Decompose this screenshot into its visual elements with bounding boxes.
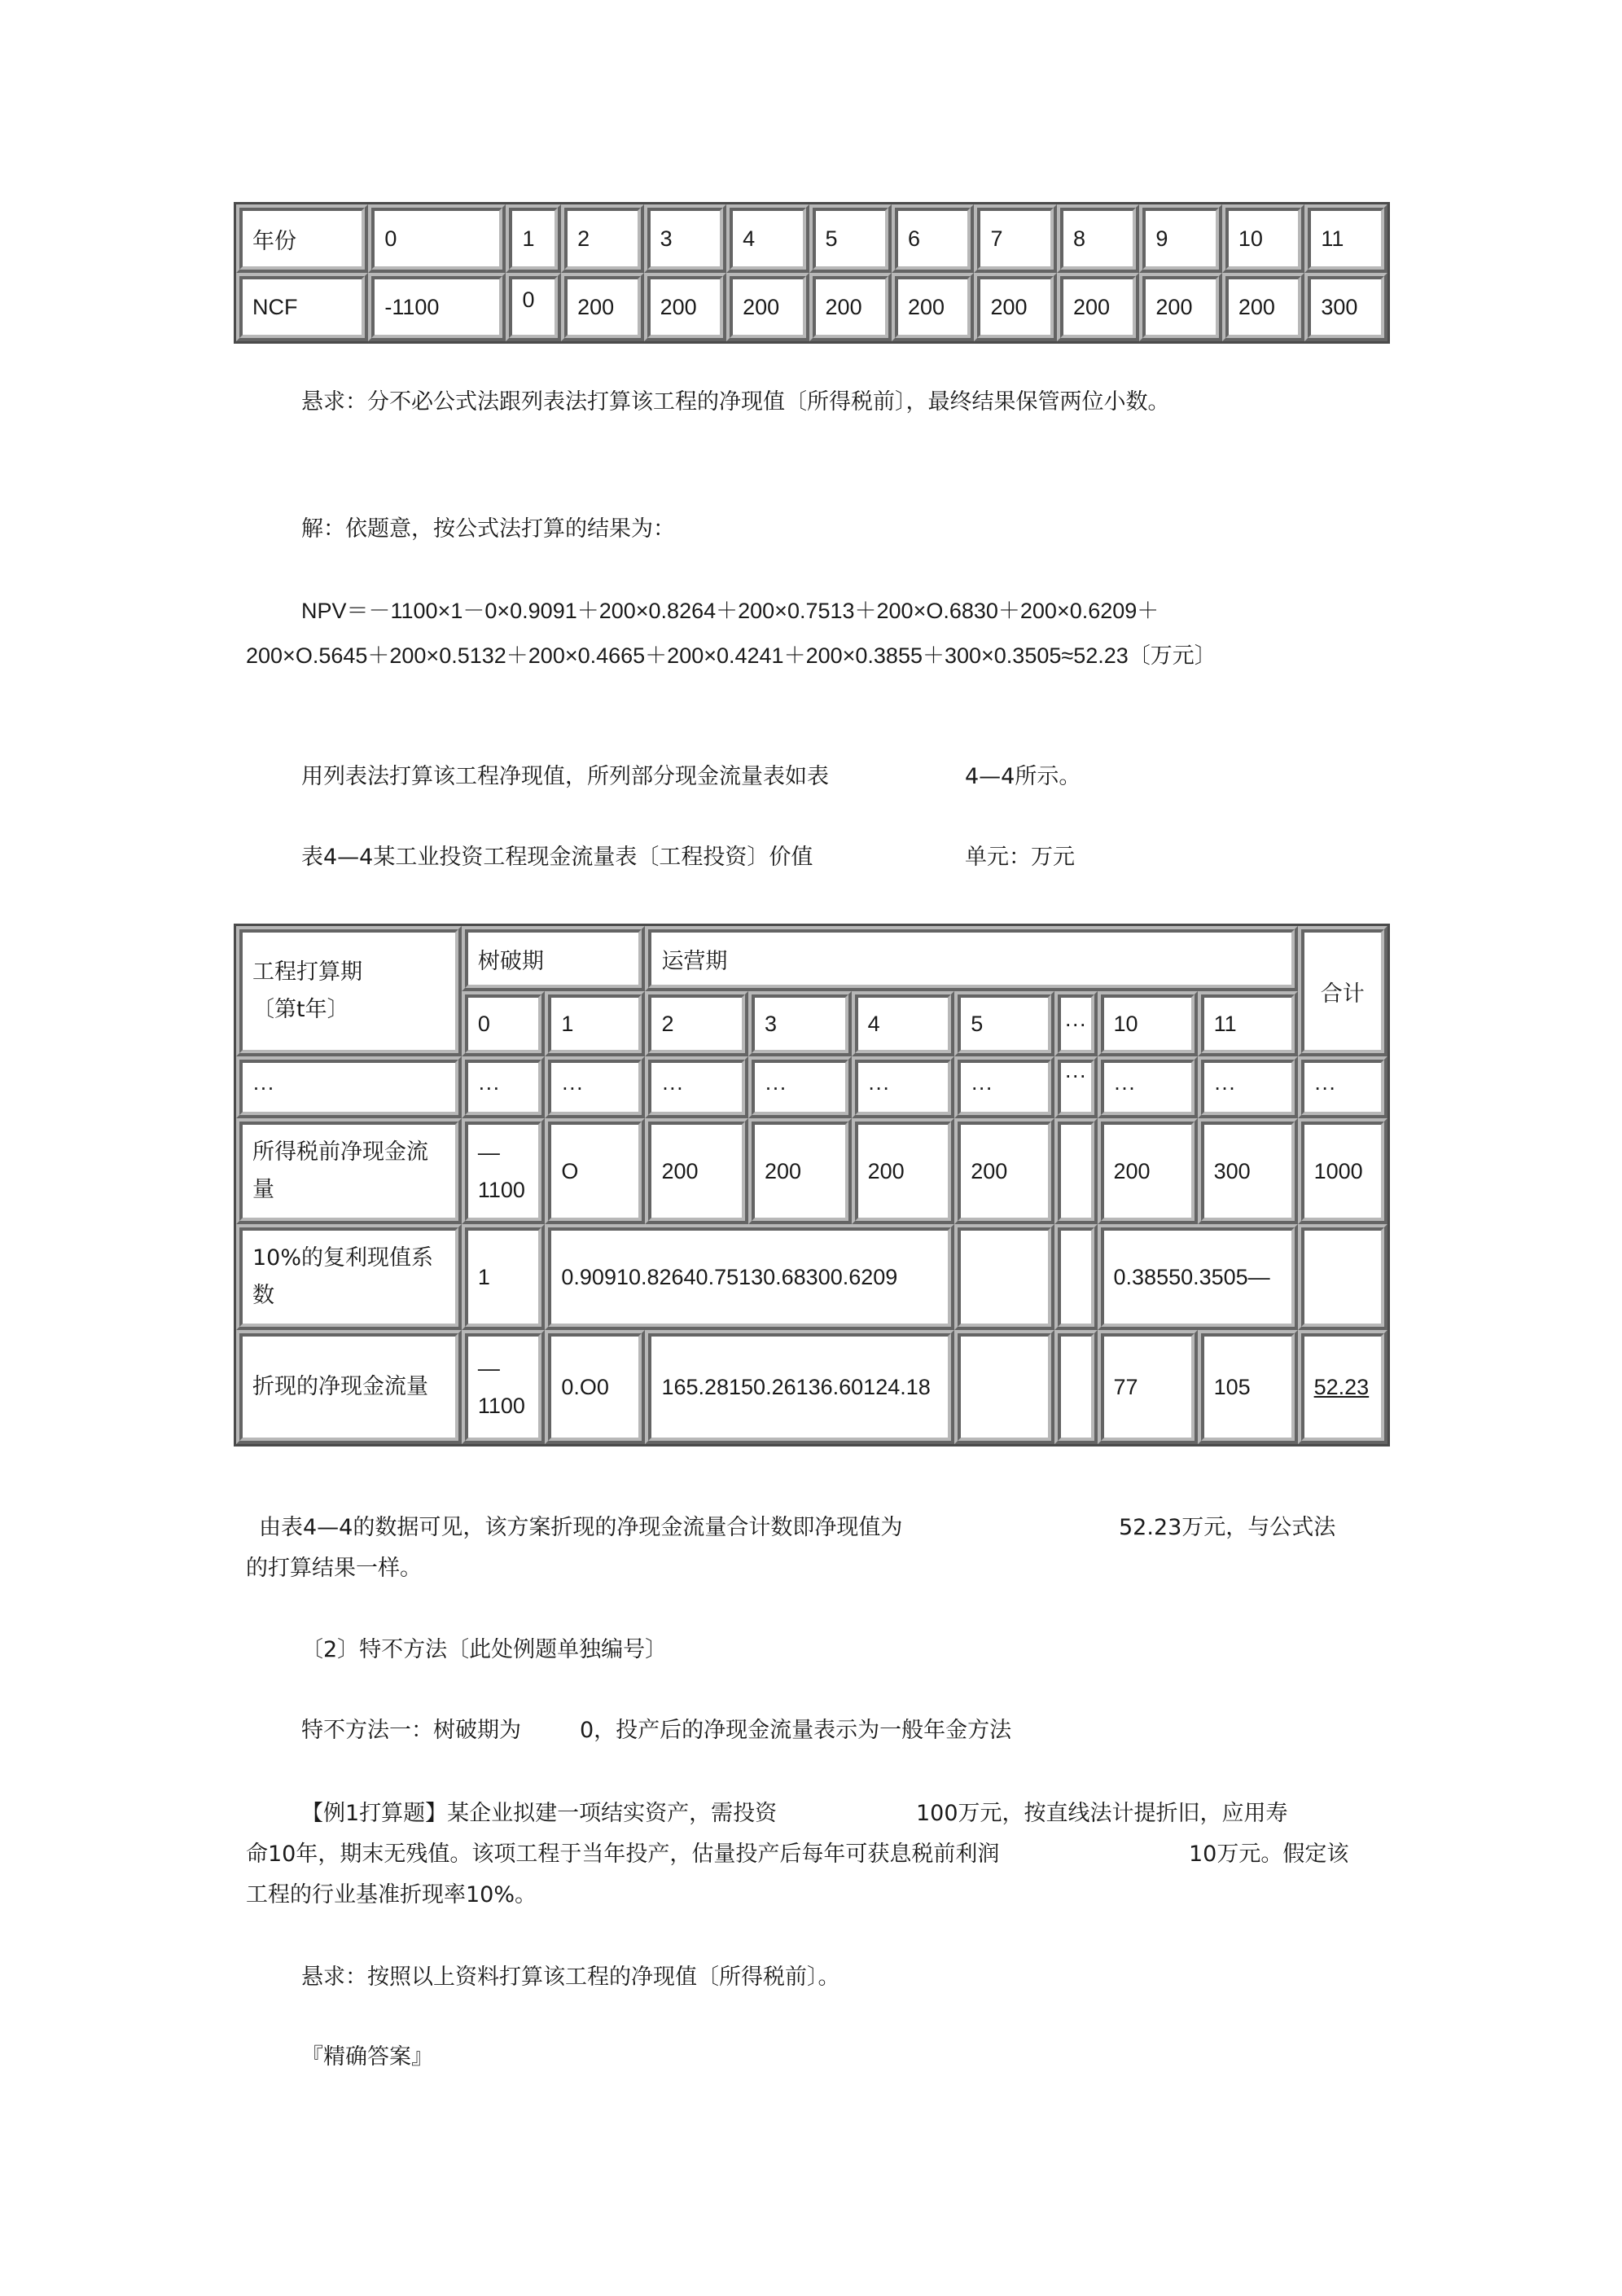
table-row-year [236, 204, 1387, 273]
cell-year: 3 [748, 991, 852, 1056]
cell-row-label: 折现的净现金流量 [236, 1330, 462, 1444]
cell-ncf: -1100 [368, 273, 506, 341]
cell-ncf: 200 [1222, 273, 1304, 341]
cell-year: 0 [368, 204, 506, 273]
cell-ncf-label: NCF [236, 273, 368, 341]
table-unit: 单元：万元 [965, 845, 1075, 870]
conclusion-value: 52.23万元，与公式法 [1119, 1515, 1336, 1540]
cell-year: 10 [1098, 991, 1198, 1056]
cell-value: — 1100 [462, 1118, 546, 1224]
cell-value: 200 [852, 1118, 955, 1224]
cell-value: 1 [462, 1224, 546, 1330]
cell-period-label [236, 926, 462, 1056]
cell-operation-period: 运营期 [645, 926, 1297, 991]
cell-total [1298, 1224, 1387, 1330]
cell-value: 0.O0 [545, 1330, 645, 1444]
cell-year: 4 [852, 991, 955, 1056]
special-method-heading: 〔2〕特不方法〔此处例题单独编号〕 [301, 1637, 668, 1662]
cell-ncf: 200 [1057, 273, 1139, 341]
cell-total: 52.23 [1298, 1330, 1387, 1444]
cell-ncf: 200 [644, 273, 726, 341]
special-method-one-cont: 0，投产后的净现金流量表示为一般年金方法 [580, 1718, 1012, 1743]
cell-year: 11 [1304, 204, 1387, 273]
cell-dots: ··· [1054, 1056, 1097, 1118]
example-text-1a: 【例1打算题】某企业拟建一项结实资产，需投资 [301, 1801, 778, 1826]
list-method-text: 用列表法打算该工程净现值，所列部分现金流量表如表 [301, 764, 829, 789]
example-text-2a: 命10年，期末无残值。该项工程于当年投产，估量投产后每年可获息税前利润 [246, 1842, 1000, 1867]
special-method-one: 特不方法一：树破期为 [301, 1718, 521, 1743]
cell-dots: ··· [954, 1056, 1054, 1118]
table-row-pretax-ncf [236, 1118, 1387, 1224]
cell-year: 3 [644, 204, 726, 273]
cell-year: 7 [974, 204, 1056, 273]
cell-value: 300 [1198, 1118, 1298, 1224]
question-text: 悬求：分不必公式法跟列表法打算该工程的净现值〔所得税前〕，最终结果保管两位小数。 [301, 389, 1170, 415]
cell-dots: ··· [1298, 1056, 1387, 1118]
cash-flow-table [234, 924, 1390, 1447]
cell-year: 0 [462, 991, 546, 1056]
cell-dots: ··· [645, 1056, 748, 1118]
npv-formula-line1: NPV＝－1100×1－0×0.9091＋200×0.8264＋200×0.7513＋200×O.6830＋200×0.6209＋ [301, 599, 1160, 623]
period-label: 工程打算期 [252, 959, 362, 985]
cell-total-header: 合计 [1298, 926, 1387, 1056]
table-row-discounted-ncf [236, 1330, 1387, 1444]
cell-year: 1 [545, 991, 645, 1056]
cell-total: 1000 [1298, 1118, 1387, 1224]
cell-year: 8 [1057, 204, 1139, 273]
cell-value: 0.90910.82640.75130.68300.6209 [545, 1224, 954, 1330]
requirement-text: 悬求：按照以上资料打算该工程的净现值〔所得税前〕。 [301, 1965, 840, 1990]
cell-ncf: 300 [1304, 273, 1387, 341]
cell-year: 6 [892, 204, 974, 273]
cell-dots: ··· [852, 1056, 955, 1118]
example-text-1b: 100万元，按直线法计提折旧，应用寿 [916, 1801, 1288, 1826]
cell-value [954, 1224, 1054, 1330]
cell-ncf: 0 [506, 273, 561, 341]
cell-value [1054, 1224, 1097, 1330]
conclusion-text: 由表4—4的数据可见，该方案折现的净现金流量合计数即净现值为 [259, 1515, 903, 1540]
cell-value: 200 [1098, 1118, 1198, 1224]
cell-year: 2 [645, 991, 748, 1056]
cell-dots: ··· [1098, 1056, 1198, 1118]
cell-construction-period: 树破期 [462, 926, 646, 991]
cell-ncf: 200 [1139, 273, 1221, 341]
conclusion-text-2: 的打算结果一样。 [246, 1556, 422, 1581]
answer-label: 『精确答案』 [301, 2044, 433, 2070]
cell-value: — 1100 [462, 1330, 546, 1444]
cell-ncf: 200 [726, 273, 809, 341]
cell-year: ··· [1054, 991, 1097, 1056]
cell-ncf: 200 [974, 273, 1056, 341]
solution-intro: 解：依题意，按公式法打算的结果为： [301, 516, 675, 542]
cell-year: 5 [954, 991, 1054, 1056]
table-row-discount-factor [236, 1224, 1387, 1330]
cell-year: 9 [1139, 204, 1221, 273]
cell-value: 165.28150.26136.60124.18 [645, 1330, 954, 1444]
cell-year: 10 [1222, 204, 1304, 273]
cell-value: 200 [645, 1118, 748, 1224]
cell-year: 1 [506, 204, 561, 273]
cell-ncf: 200 [809, 273, 892, 341]
cell-value: 0.38550.3505— [1098, 1224, 1298, 1330]
cell-value: 77 [1098, 1330, 1198, 1444]
cell-year: 4 [726, 204, 809, 273]
cell-row-label: 所得税前净现金流量 [236, 1118, 462, 1224]
cell-year: 5 [809, 204, 892, 273]
cell-value [1054, 1330, 1097, 1444]
table-row-dots [236, 1056, 1387, 1118]
period-label-sub: 〔第t年〕 [252, 997, 349, 1022]
list-method-ref: 4—4所示。 [965, 764, 1081, 789]
cell-dots: ··· [462, 1056, 546, 1118]
cell-value [954, 1330, 1054, 1444]
cell-value: 200 [748, 1118, 852, 1224]
table-row-ncf [236, 273, 1387, 341]
cell-value [1054, 1118, 1097, 1224]
cell-value: 200 [954, 1118, 1054, 1224]
cell-dots: ··· [236, 1056, 462, 1118]
cell-row-label: 10%的复利现值系数 [236, 1224, 462, 1330]
cell-value: 105 [1198, 1330, 1298, 1444]
table-row-header [236, 926, 1387, 991]
npv-formula-line2: 200×O.5645＋200×0.5132＋200×0.4665＋200×0.4241＋200×0.3855＋300×0.3505≈52.23〔万元〕 [246, 643, 1216, 668]
ncf-table [234, 202, 1390, 344]
cell-ncf: 200 [561, 273, 643, 341]
example-text-3: 工程的行业基准折现率10%。 [246, 1882, 537, 1907]
cell-year-label: 年份 [236, 204, 368, 273]
cell-dots: ··· [545, 1056, 645, 1118]
cell-year: 11 [1198, 991, 1298, 1056]
cell-dots: ··· [1198, 1056, 1298, 1118]
cell-ncf: 200 [892, 273, 974, 341]
cell-year: 2 [561, 204, 643, 273]
cell-value: O [545, 1118, 645, 1224]
table-caption: 表4—4某工业投资工程现金流量表〔工程投资〕价值 [301, 845, 813, 870]
cell-dots: ··· [748, 1056, 852, 1118]
example-text-2b: 10万元。假定该 [1189, 1842, 1349, 1867]
